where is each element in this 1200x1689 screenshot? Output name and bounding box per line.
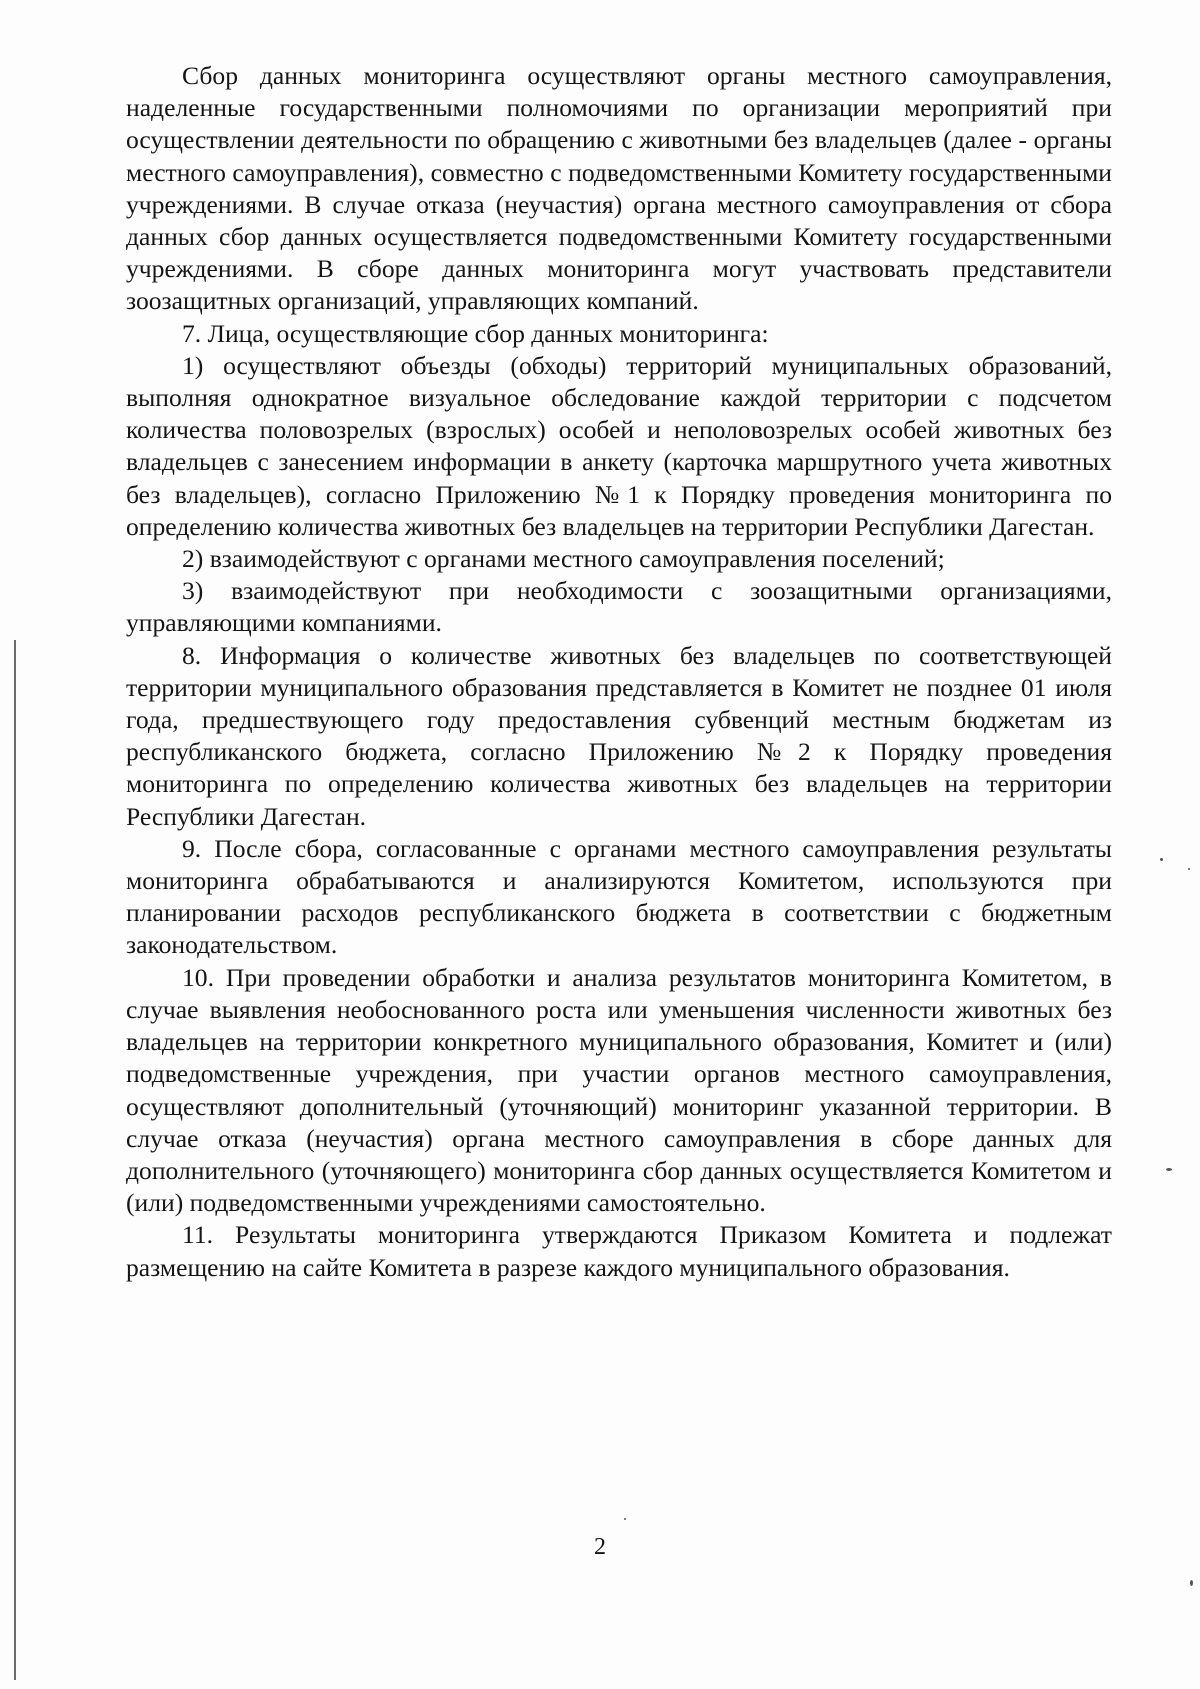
scan-speck	[1160, 858, 1163, 861]
paragraph-item-8: 8. Информация о количестве животных без владельцев по соответствующей территории муниципального образования представляется в Комитет не позднее 01 июля года, предшествующего году предоставления субвенций местным бюджетам из республиканского бюджета, согласно Приложению №2 к Порядку проведения мониторинга по определению количества животных без владельцев на территории Республики Дагестан.	[126, 640, 1112, 831]
paragraph-item-9: 9. После сбора, согласованные с органами местного самоуправления результаты мониторинга обрабатываются и анализируются Комитетом, используются при планировании расходов республиканского бюджета в соответствии с бюджетным законодательством.	[126, 833, 1112, 960]
scan-speck	[1188, 868, 1190, 870]
document-body	[126, 60, 1112, 1284]
scan-speck	[1166, 1168, 1172, 1171]
page-number: 2	[594, 1534, 606, 1560]
paragraph-monitoring-data-collection: Сбор данных мониторинга осуществляют органы местного самоуправления, наделенные государственными полномочиями по организации мероприятий при осуществлении деятельности по обращению с животными без владельцев (далее - органы местного самоуправления), совместно с подведомственными Комитету государственными учреждениями. В случае отказа (неучастия) органа местного самоуправления от сбора данных сбор данных осуществляется подведомственными Комитету государственными учреждениями. В сборе данных мониторинга могут участвовать представители зоозащитных организаций, управляющих компаний.	[126, 61, 1112, 316]
paragraph-item-7-2: 2) взаимодействуют с органами местного самоуправления поселений;	[182, 544, 945, 574]
scan-speck	[624, 1518, 626, 1520]
paragraph-item-7: 7. Лица, осуществляющие сбор данных мониторинга:	[182, 318, 769, 348]
paragraph-item-7-3: 3) взаимодействуют при необходимости с зоозащитными организациями, управляющими компаниями.	[126, 576, 1112, 638]
scan-speck	[1190, 1580, 1193, 1586]
scan-edge-line	[14, 640, 16, 1680]
paragraph-item-7-1: 1) осуществляют объезды (обходы) территорий муниципальных образований, выполняя однократное визуальное обследование каждой территории с подсчетом количества половозрелых (взрослых) особей и неполовозрелых особей животных без владельцев с занесением информации в анкету (карточка маршрутного учета животных без владельцев), согласно Приложению №1 к Порядку проведения мониторинга по определению количества животных без владельцев на территории Республики Дагестан.	[126, 350, 1112, 541]
paragraph-item-11: 11. Результаты мониторинга утверждаются Приказом Комитета и подлежат размещению на сайте Комитета в разрезе каждого муниципального образования.	[126, 1220, 1112, 1282]
paragraph-item-10: 10. При проведении обработки и анализа результатов мониторинга Комитетом, в случае выявления необоснованного роста или уменьшения численности животных без владельцев на территории конкретного муниципального образования, Комитет и (или) подведомственные учреждения, при участии органов местного самоуправления, осуществляют дополнительный (уточняющий) мониторинг указанной территории. В случае отказа (неучастия) органа местного самоуправления в сборе данных для дополнительного (уточняющего) мониторинга сбор данных осуществляется Комитетом и (или) подведомственными учреждениями самостоятельно.	[126, 962, 1112, 1218]
